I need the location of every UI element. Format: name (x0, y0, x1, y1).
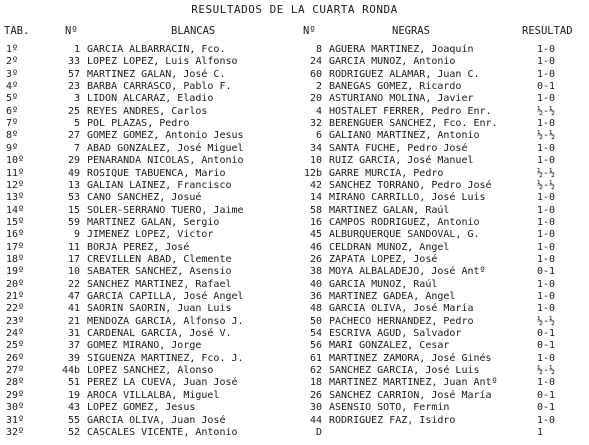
table-row (0, 56, 589, 68)
row-number-black: 12b (303, 167, 322, 179)
table-row (0, 254, 589, 266)
row-number-white: 49 (67, 167, 80, 179)
row-result: 0-1 (537, 402, 556, 414)
row-number-black: 36 (309, 291, 322, 302)
row-number-black: 8 (315, 44, 322, 55)
row-number-white: 52 (67, 426, 80, 438)
row-white-player: AROCA VILLALBA, Miguel (87, 389, 220, 401)
table-row (0, 106, 589, 118)
table-row (0, 266, 589, 278)
row-tab: 30º (6, 402, 25, 414)
row-black-player: BERENGUER SANCHEZ, Fco. Enr. (329, 118, 498, 130)
row-white-player: ROSIQUE TABUENCA, Mario (87, 167, 226, 179)
row-white-player: JIMENEZ LOPEZ, Victor (87, 229, 214, 241)
row-tab: 3º (6, 68, 19, 80)
row-result: 1-0 (537, 278, 556, 290)
header-result: RESULTAD (522, 25, 573, 37)
row-number-white: 43 (67, 402, 80, 414)
row-number-white: 31 (67, 328, 80, 340)
header-black: NEGRAS (392, 25, 430, 37)
row-black-player: GARRE MURCIA, Pedro (329, 167, 444, 179)
row-number-black: 44 (309, 414, 322, 426)
row-tab: 18º (6, 253, 25, 265)
row-number-black: 16 (309, 216, 322, 228)
row-black-player: CAMPOS RODRIGUEZ, Antonio (329, 216, 480, 228)
header-white: BLANCAS (171, 25, 216, 37)
row-result: ½-½ (537, 167, 556, 179)
row-tab: 6º (6, 105, 19, 117)
row-number-black: 24 (309, 56, 322, 68)
row-number-black: 58 (309, 204, 322, 216)
row-number-white: 41 (67, 303, 80, 315)
row-number-white: 21 (67, 315, 80, 327)
row-tab: 19º (6, 266, 25, 278)
row-number-black: D (315, 426, 322, 438)
row-tab: 9º (6, 142, 19, 154)
row-black-player: MARTINEZ MARTINEZ, Juan Antº (329, 377, 498, 389)
header-number-black: Nº (303, 25, 316, 37)
row-black-player: HOSTALET FERRER, Pedro Enr. (329, 105, 492, 117)
row-number-black: 32 (309, 118, 322, 130)
page-title: RESULTADOS DE LA CUARTA RONDA (191, 3, 398, 16)
row-number-white: 53 (67, 192, 80, 204)
table-header (0, 25, 589, 37)
table-row (0, 427, 589, 439)
row-result: 1-0 (537, 68, 556, 80)
row-black-player: CELDRAN MUÑOZ, Angel (329, 241, 450, 253)
row-result: 1-0 (537, 216, 556, 228)
row-black-player: SANCHEZ CARRION, José María (329, 389, 492, 401)
row-tab: 20º (6, 278, 25, 290)
row-white-player: MARTINEZ GALAN, José C. (87, 68, 226, 80)
row-number-white: 17 (67, 253, 80, 265)
row-number-white: 23 (67, 81, 80, 93)
row-result: 1-0 (537, 303, 556, 315)
row-tab: 14º (6, 204, 25, 216)
row-number-white: 9 (73, 229, 80, 241)
row-result: 1-0 (537, 377, 556, 389)
row-number-black: 30 (309, 402, 322, 414)
row-number-black: 50 (309, 315, 322, 327)
row-black-player: SANTA FUCHE, Pedro José (329, 142, 468, 154)
row-number-black: 46 (309, 241, 322, 253)
row-result: 1-0 (537, 44, 556, 55)
row-tab: 4º (6, 81, 19, 93)
row-white-player: LIDON ALCARAZ, Eladio (87, 93, 214, 105)
row-number-white: 15 (67, 204, 80, 216)
row-tab: 15º (6, 216, 25, 228)
row-black-player: MARTINEZ ZAMORA, José Ginés (329, 352, 492, 364)
row-tab: 27º (6, 365, 25, 377)
row-black-player: MARTINEZ GALAN, Raúl (329, 204, 450, 216)
row-tab: 16º (6, 229, 25, 241)
row-number-black: 4 (315, 105, 322, 117)
row-white-player: CANO SANCHEZ, Josué (87, 192, 202, 204)
row-number-black: 56 (309, 340, 322, 352)
row-number-black: 60 (309, 68, 322, 80)
row-result: 1-0 (537, 155, 556, 167)
row-number-white: 22 (67, 278, 80, 290)
row-number-black: 26 (309, 389, 322, 401)
table-row (0, 279, 589, 291)
table-row (0, 242, 589, 254)
row-tab: 17º (6, 241, 25, 253)
row-result: 1-0 (537, 93, 556, 105)
row-number-white: 25 (67, 105, 80, 117)
row-white-player: GOMEZ GOMEZ, Antonio Jesus (87, 130, 244, 142)
row-number-white: 37 (67, 340, 80, 352)
row-number-white: 51 (67, 377, 80, 389)
row-white-player: LOPEZ LOPEZ, Luis Alfonso (87, 56, 238, 68)
row-number-white: 1 (73, 44, 80, 55)
row-result: ½-½ (537, 179, 556, 191)
row-tab: 23º (6, 315, 25, 327)
table-row (0, 130, 589, 142)
table-row (0, 291, 589, 303)
row-black-player: MARTINEZ GADEA, Angel (329, 291, 456, 302)
table-row (0, 353, 589, 365)
row-tab: 24º (6, 328, 25, 340)
row-number-black: 48 (309, 303, 322, 315)
row-black-player: GARCIA OLIVA, José María (329, 303, 474, 315)
row-result: 1-0 (537, 253, 556, 265)
row-number-black: 14 (309, 192, 322, 204)
row-tab: 29º (6, 389, 25, 401)
row-result: 0-1 (537, 340, 556, 352)
row-result: 0-1 (537, 328, 556, 340)
row-white-player: CREVILLEN ABAD, Clemente (87, 253, 232, 265)
row-number-white: 44b (61, 365, 80, 377)
row-black-player: ASENSIO SOTO, Fermin (329, 402, 450, 414)
row-black-player: SANCHEZ GARCIA, José Luis (329, 365, 480, 377)
row-result: 1-0 (537, 241, 556, 253)
row-black-player: GALIANO MARTINEZ, Antonio (329, 130, 480, 142)
row-black-player: MOYA ALBALADEJO, José Antº (329, 266, 486, 278)
row-white-player: GARCIA CAPILLA, José Angel (87, 291, 244, 302)
row-number-black: 26 (309, 253, 322, 265)
table-row (0, 328, 589, 340)
row-white-player: GOMEZ MIRANO, Jorge (87, 340, 202, 352)
row-number-black: 34 (309, 142, 322, 154)
row-black-player: ESCRIVA AGUD, Salvador (329, 328, 462, 340)
row-tab: 7º (6, 118, 19, 130)
row-number-white: 13 (67, 179, 80, 191)
row-result: 1-0 (537, 118, 556, 130)
row-result: ½-½ (537, 105, 556, 117)
row-white-player: LOPEZ SANCHEZ, Alonso (87, 365, 214, 377)
row-tab: 13º (6, 192, 25, 204)
table-row (0, 205, 589, 217)
row-black-player: GARCIA MUÑOZ, Raúl (329, 278, 438, 290)
row-number-white: 3 (73, 93, 80, 105)
table-row (0, 155, 589, 167)
row-result: ½-½ (537, 365, 556, 377)
row-number-black: 54 (309, 328, 322, 340)
row-result: 1 (537, 426, 544, 438)
row-black-player: SANCHEZ TORRANO, Pedro José (329, 179, 492, 191)
row-number-white: 55 (67, 414, 80, 426)
table-row (0, 168, 589, 180)
row-number-white: 47 (67, 291, 80, 302)
row-number-black: 38 (309, 266, 322, 278)
table-row (0, 44, 589, 56)
table-row (0, 365, 589, 377)
row-white-player: GARCIA OLIVA, Juan José (87, 414, 226, 426)
row-tab: 31º (6, 414, 25, 426)
row-black-player: BANEGAS GOMEZ, Ricardo (329, 81, 462, 93)
row-tab: 12º (6, 179, 25, 191)
row-black-player: RODRIGUEZ ALAMAR, Juan C. (329, 68, 480, 80)
row-number-white: 59 (67, 216, 80, 228)
row-white-player: POL PLAZAS, Pedro (87, 118, 190, 130)
row-number-white: 33 (67, 56, 80, 68)
row-white-player: REYES ANDRES, Carlos (87, 105, 208, 117)
row-result: 0-1 (537, 389, 556, 401)
row-number-black: 6 (315, 130, 322, 142)
row-number-white: 10 (67, 266, 80, 278)
row-white-player: ABAD GONZALEZ, José Miguel (87, 142, 244, 154)
table-row (0, 377, 589, 389)
row-result: ½-½ (537, 315, 556, 327)
row-black-player: MIRANO CARRILLO, José Luis (329, 192, 486, 204)
table-row (0, 340, 589, 352)
row-number-white: 7 (73, 142, 80, 154)
row-black-player: GARCIA MUÑOZ, Antonio (329, 56, 456, 68)
table-row (0, 229, 589, 241)
table-row (0, 81, 589, 93)
table-row (0, 415, 589, 427)
row-tab: 28º (6, 377, 25, 389)
table-row (0, 192, 589, 204)
row-result: 1-0 (537, 142, 556, 154)
header-tab: TAB. (4, 25, 30, 37)
row-result: 1-0 (537, 192, 556, 204)
row-number-black: 62 (309, 365, 322, 377)
row-black-player: ALBURQUERQUE SANDOVAL, G. (329, 229, 480, 241)
row-number-white: 57 (67, 68, 80, 80)
table-row (0, 217, 589, 229)
row-number-white: 11 (67, 241, 80, 253)
row-number-black: 42 (309, 179, 322, 191)
row-white-player: CASCALES VICENTE, Antonio (87, 426, 238, 438)
row-number-black: 2 (315, 81, 322, 93)
row-tab: 2º (6, 56, 19, 68)
row-white-player: BORJA PEREZ, José (87, 241, 190, 253)
row-white-player: BARBA CARRASCO, Pablo F. (87, 81, 232, 93)
row-black-player: RUIZ GARCIA, José Manuel (329, 155, 474, 167)
row-white-player: MENDOZA GARCIA, Alfonso J. (87, 315, 244, 327)
row-tab: 25º (6, 340, 25, 352)
row-white-player: GALIAN LAINEZ, Francisco (87, 179, 232, 191)
row-number-black: 40 (309, 278, 322, 290)
row-number-white: 29 (67, 155, 80, 167)
table-row (0, 402, 589, 414)
row-white-player: LOPEZ GOMEZ, Jesus (87, 402, 196, 414)
row-number-white: 19 (67, 389, 80, 401)
row-result: 1-0 (537, 352, 556, 364)
row-black-player: PACHECO HERNANDEZ, Pedro (329, 315, 474, 327)
row-white-player: SANCHEZ MARTINEZ, Rafael (87, 278, 232, 290)
table-row (0, 390, 589, 402)
row-white-player: CARDENAL GARCIA, José V. (87, 328, 232, 340)
row-tab: 22º (6, 303, 25, 315)
header-number-white: Nº (65, 25, 78, 37)
row-tab: 21º (6, 291, 25, 302)
row-number-black: 45 (309, 229, 322, 241)
row-tab: 8º (6, 130, 19, 142)
row-number-black: 20 (309, 93, 322, 105)
row-white-player: SIGUENZA MARTINEZ, Fco. J. (87, 352, 244, 364)
row-number-black: 61 (309, 352, 322, 364)
row-black-player: RODRIGUEZ FAZ, Isidro (329, 414, 456, 426)
row-tab: 5º (6, 93, 19, 105)
row-black-player: AGÜERA MARTINEZ, Joaquín (329, 44, 474, 55)
table-row (0, 93, 589, 105)
row-number-white: 39 (67, 352, 80, 364)
table-row (0, 69, 589, 81)
row-white-player: PEÑARANDA NICOLAS, Antonio (87, 155, 244, 167)
row-result: 1-0 (537, 56, 556, 68)
row-result: 0-1 (537, 266, 556, 278)
row-black-player: ZAPATA LOPEZ, José (329, 253, 438, 265)
row-white-player: SAORIN SAORIN, Juan Luis (87, 303, 232, 315)
row-result: 1-0 (537, 414, 556, 426)
table-row (0, 180, 589, 192)
row-black-player: ASTURIANO MOLINA, Javier (329, 93, 474, 105)
row-white-player: GARCIA ALBARRACIN, Fco. (87, 44, 226, 55)
row-result: 1-0 (537, 204, 556, 216)
row-tab: 32º (6, 426, 25, 438)
row-number-black: 10 (309, 155, 322, 167)
table-row (0, 143, 589, 155)
row-tab: 1º (6, 44, 19, 55)
row-tab: 26º (6, 352, 25, 364)
row-number-black: 18 (309, 377, 322, 389)
row-result: ½-½ (537, 130, 556, 142)
row-result: 1-0 (537, 229, 556, 241)
row-white-player: PEREZ LA CUEVA, Juan José (87, 377, 238, 389)
row-tab: 11º (6, 167, 25, 179)
row-number-white: 5 (73, 118, 80, 130)
row-result: 0-1 (537, 81, 556, 93)
row-white-player: SOLER-SERRANO TUERO, Jaime (87, 204, 244, 216)
table-row (0, 316, 589, 328)
row-white-player: MARTINEZ GALAN, Sergio (87, 216, 220, 228)
row-result: 1-0 (537, 291, 556, 302)
row-black-player: MARI GONZALEZ, Cesar (329, 340, 450, 352)
table-row (0, 303, 589, 315)
table-row (0, 118, 589, 130)
row-white-player: SABATER SANCHEZ, Asensio (87, 266, 232, 278)
row-number-white: 27 (67, 130, 80, 142)
row-tab: 10º (6, 155, 25, 167)
